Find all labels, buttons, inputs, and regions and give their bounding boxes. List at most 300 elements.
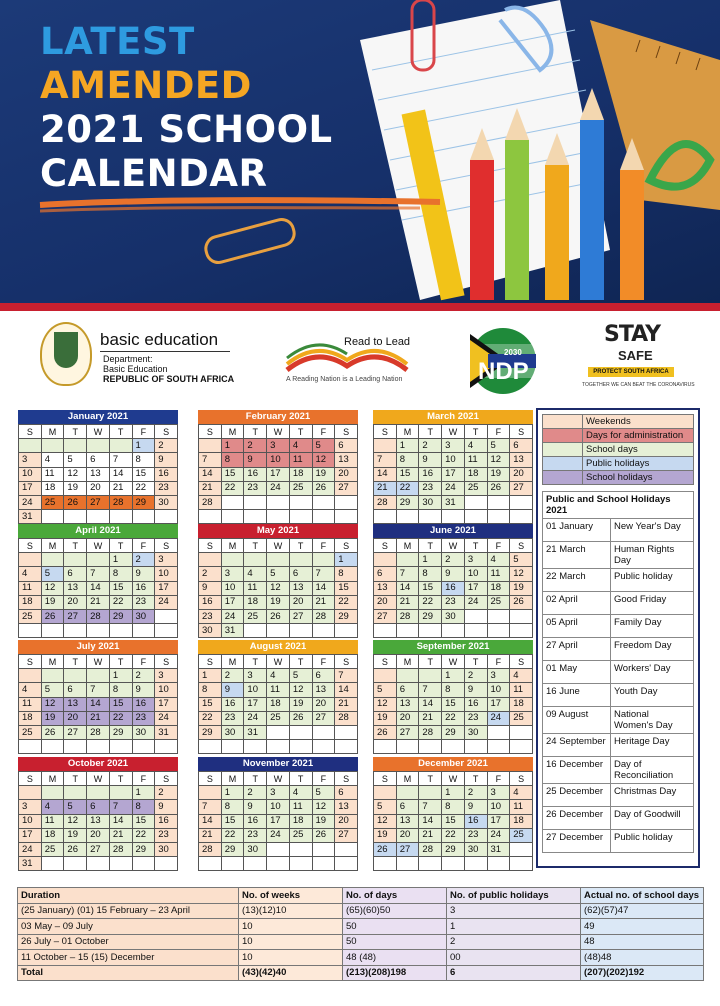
day-cell: 12 [487,453,510,467]
day-cell: 12 [289,683,312,697]
day-cell: 7 [419,800,442,814]
title-line-3: 2021 SCHOOL [40,108,333,151]
day-cell: 9 [244,800,267,814]
summary-cell: 50 [343,934,447,950]
day-cell: 17 [464,581,487,595]
day-cell [419,786,442,800]
day-cell [374,439,397,453]
day-cell [312,740,335,754]
day-header: F [312,539,335,553]
day-cell [374,669,397,683]
legend-swatch [543,471,583,485]
day-cell [244,553,267,567]
holiday-date: 25 December [543,784,611,807]
summary-cell: 10 [239,919,343,935]
day-cell: 6 [87,800,110,814]
summary-cell: 48 [581,934,704,950]
legend-label: Weekends [583,415,694,429]
day-cell [41,669,64,683]
day-cell [464,609,487,623]
day-cell: 19 [312,467,335,481]
day-cell [464,740,487,754]
summary-cell: (65)(60)50 [343,903,447,919]
day-cell: 4 [289,439,312,453]
day-cell: 13 [396,697,419,711]
day-cell: 28 [374,495,397,509]
day-cell: 5 [312,786,335,800]
day-header: S [155,539,178,553]
day-cell: 6 [289,567,312,581]
month-title: September 2021 [373,640,533,654]
day-cell: 7 [87,683,110,697]
day-cell: 21 [87,711,110,725]
day-cell: 10 [155,683,178,697]
day-cell: 5 [41,683,64,697]
day-cell: 27 [64,609,87,623]
day-cell [87,857,110,871]
day-cell [396,624,419,638]
day-header: T [109,539,132,553]
day-cell [132,740,155,754]
day-header: M [221,772,244,786]
day-cell: 28 [312,609,335,623]
day-header: M [396,425,419,439]
day-header: W [267,425,290,439]
day-cell [487,624,510,638]
day-cell: 27 [396,725,419,739]
month-title: June 2021 [373,524,533,538]
day-cell: 8 [221,800,244,814]
holiday-date: 09 August [543,707,611,734]
summary-cell: (48)48 [581,950,704,966]
day-cell: 9 [132,683,155,697]
day-cell: 20 [87,481,110,495]
day-header: S [374,539,397,553]
day-cell [374,553,397,567]
day-cell: 8 [442,800,465,814]
day-cell: 22 [109,711,132,725]
day-cell [199,439,222,453]
day-cell [64,740,87,754]
day-cell: 7 [312,567,335,581]
day-cell: 28 [109,842,132,856]
day-cell: 16 [132,697,155,711]
day-cell [374,510,397,524]
day-cell [221,553,244,567]
day-header: F [312,425,335,439]
day-cell [289,495,312,509]
day-cell: 26 [312,481,335,495]
month-calendar [18,410,178,524]
day-cell [374,740,397,754]
day-header: S [510,772,533,786]
day-header: T [64,655,87,669]
day-cell [335,510,358,524]
day-cell: 30 [155,842,178,856]
day-cell: 1 [442,786,465,800]
day-cell [487,857,510,871]
day-cell: 13 [64,581,87,595]
day-cell: 6 [64,567,87,581]
day-cell: 17 [19,481,42,495]
day-cell: 22 [221,481,244,495]
day-cell: 12 [267,581,290,595]
day-cell [19,786,42,800]
day-cell [442,510,465,524]
day-cell: 17 [155,581,178,595]
day-cell [396,857,419,871]
month-title: July 2021 [18,640,178,654]
day-cell: 4 [510,669,533,683]
day-cell: 13 [289,581,312,595]
day-cell: 6 [396,683,419,697]
day-cell [41,439,64,453]
day-cell [41,857,64,871]
day-header: S [199,772,222,786]
day-cell [312,842,335,856]
day-header: M [396,539,419,553]
day-cell: 21 [396,595,419,609]
day-cell: 16 [442,581,465,595]
day-cell: 14 [374,467,397,481]
day-cell: 17 [442,467,465,481]
day-cell: 28 [87,725,110,739]
day-cell: 19 [487,467,510,481]
day-cell: 24 [19,495,42,509]
day-cell [419,669,442,683]
day-cell: 18 [267,697,290,711]
day-cell: 5 [64,453,87,467]
day-cell: 29 [109,609,132,623]
day-cell: 27 [87,842,110,856]
summary-cell: 10 [239,950,343,966]
summary-cell: 50 [343,919,447,935]
day-cell: 27 [289,609,312,623]
holiday-name: Human Rights Day [611,542,694,569]
day-header: T [419,655,442,669]
day-cell: 24 [155,711,178,725]
day-cell: 26 [374,842,397,856]
day-cell: 22 [132,828,155,842]
day-cell: 9 [442,567,465,581]
day-cell: 16 [464,814,487,828]
holiday-name: New Year's Day [611,519,694,542]
day-cell: 15 [442,814,465,828]
day-cell: 11 [41,814,64,828]
month-calendar [373,410,533,524]
day-cell [109,510,132,524]
day-cell [267,553,290,567]
legend-label: Public holidays [583,457,694,471]
day-cell: 23 [132,711,155,725]
day-header: T [419,539,442,553]
day-header: S [199,539,222,553]
day-cell: 30 [464,842,487,856]
day-cell: 23 [155,828,178,842]
day-cell: 25 [267,711,290,725]
legend-swatch [543,443,583,457]
day-cell [464,624,487,638]
day-header: W [87,655,110,669]
day-header: F [132,539,155,553]
day-cell: 22 [335,595,358,609]
day-cell: 22 [199,711,222,725]
day-cell [335,842,358,856]
day-cell [312,553,335,567]
coat-of-arms-icon [40,322,92,386]
day-cell [41,786,64,800]
day-cell: 7 [199,453,222,467]
holiday-name: Freedom Day [611,638,694,661]
legend-label: School holidays [583,471,694,485]
day-header: S [510,425,533,439]
day-cell: 15 [109,697,132,711]
holiday-date: 27 December [543,830,611,853]
day-cell [244,495,267,509]
day-header: T [464,539,487,553]
day-cell: 29 [419,609,442,623]
summary-table [17,887,704,981]
day-cell [312,495,335,509]
day-cell: 18 [464,467,487,481]
day-cell [442,624,465,638]
day-cell [87,786,110,800]
day-cell: 29 [199,725,222,739]
month-title: October 2021 [18,757,178,771]
day-cell: 27 [87,495,110,509]
day-cell: 23 [221,711,244,725]
day-cell: 10 [19,467,42,481]
day-cell [19,439,42,453]
day-cell: 15 [442,697,465,711]
day-cell [267,624,290,638]
day-header: W [442,539,465,553]
day-cell: 12 [64,814,87,828]
day-cell: 16 [244,814,267,828]
day-cell [244,740,267,754]
day-cell [41,553,64,567]
holiday-date: 21 March [543,542,611,569]
day-cell [64,669,87,683]
day-cell: 14 [87,581,110,595]
dbe-name: basic education [100,330,219,349]
day-cell: 1 [109,669,132,683]
day-cell: 8 [109,567,132,581]
day-cell: 19 [510,581,533,595]
day-header: W [87,539,110,553]
day-cell: 28 [396,609,419,623]
day-header: M [41,772,64,786]
header-banner [0,0,720,305]
day-cell: 8 [419,567,442,581]
day-cell: 6 [64,683,87,697]
legend-label: Days for administration [583,429,694,443]
day-cell: 30 [221,725,244,739]
holiday-date: 16 June [543,684,611,707]
day-cell: 21 [199,481,222,495]
day-cell: 12 [510,567,533,581]
day-cell [464,510,487,524]
summary-header: No. of weeks [239,888,343,904]
day-cell [199,786,222,800]
day-cell [396,510,419,524]
legend-swatch [543,429,583,443]
day-cell: 30 [442,609,465,623]
day-cell: 5 [487,439,510,453]
day-cell [155,740,178,754]
day-cell: 20 [64,711,87,725]
day-cell: 15 [221,814,244,828]
day-cell: 12 [41,581,64,595]
day-cell: 31 [442,495,465,509]
day-header: F [487,655,510,669]
day-cell [419,740,442,754]
day-header: T [244,539,267,553]
day-cell [267,842,290,856]
day-cell [267,857,290,871]
day-cell: 3 [487,786,510,800]
day-cell: 30 [155,495,178,509]
day-cell: 3 [487,669,510,683]
day-cell: 3 [267,439,290,453]
day-header: S [155,772,178,786]
holiday-name: Day of Reconciliation [611,757,694,784]
day-cell [64,786,87,800]
day-cell: 5 [267,567,290,581]
day-cell: 17 [487,697,510,711]
day-header: M [221,655,244,669]
title-line-2: AMENDED [40,64,252,107]
day-cell: 14 [199,814,222,828]
day-cell: 10 [464,567,487,581]
day-header: M [396,655,419,669]
day-header: S [199,655,222,669]
day-cell [19,740,42,754]
day-cell [396,669,419,683]
month-calendar [198,410,358,524]
day-cell: 1 [396,439,419,453]
day-cell: 4 [244,567,267,581]
day-cell [510,495,533,509]
day-cell: 17 [155,697,178,711]
day-cell [335,740,358,754]
day-header: T [64,425,87,439]
day-cell: 23 [464,828,487,842]
day-cell: 12 [312,453,335,467]
day-cell: 16 [221,697,244,711]
day-cell: 17 [221,595,244,609]
day-cell: 24 [221,609,244,623]
month-title: May 2021 [198,524,358,538]
day-cell: 15 [132,814,155,828]
day-cell [64,857,87,871]
day-cell [221,857,244,871]
day-cell: 4 [464,439,487,453]
day-cell: 18 [41,828,64,842]
day-header: S [374,425,397,439]
day-cell: 8 [442,683,465,697]
day-cell: 25 [289,828,312,842]
day-cell: 31 [19,857,42,871]
day-cell [289,725,312,739]
day-cell: 27 [510,481,533,495]
day-cell: 15 [221,467,244,481]
day-cell: 22 [419,595,442,609]
day-cell: 13 [335,800,358,814]
day-cell: 5 [374,683,397,697]
day-cell: 21 [374,481,397,495]
day-cell: 26 [41,725,64,739]
day-cell: 3 [19,800,42,814]
day-header: F [132,772,155,786]
day-cell: 16 [419,467,442,481]
day-cell: 31 [487,842,510,856]
day-header: F [312,655,335,669]
day-cell [510,609,533,623]
day-cell: 13 [64,697,87,711]
day-cell [419,857,442,871]
day-cell: 27 [335,828,358,842]
day-cell: 5 [312,439,335,453]
summary-cell: 26 July – 01 October [18,934,239,950]
day-cell: 23 [244,828,267,842]
day-cell: 13 [510,453,533,467]
day-header: W [442,655,465,669]
day-cell [289,553,312,567]
day-cell [132,857,155,871]
summary-header: No. of public holidays [447,888,581,904]
summary-cell: (207)(202)192 [581,965,704,981]
month-title: December 2021 [373,757,533,771]
day-cell: 15 [335,581,358,595]
day-header: S [335,425,358,439]
day-cell [267,740,290,754]
day-header: T [289,772,312,786]
day-cell [464,495,487,509]
summary-cell: (62)(57)47 [581,903,704,919]
day-cell: 14 [312,581,335,595]
day-cell: 3 [19,453,42,467]
day-cell [19,553,42,567]
month-calendar [18,524,178,638]
day-cell: 19 [41,595,64,609]
summary-cell: (13)(12)10 [239,903,343,919]
day-cell: 9 [464,800,487,814]
month-calendar [18,640,178,754]
day-cell: 1 [221,439,244,453]
stay-safe-tagline: TOGETHER WE CAN BEAT THE CORONAVIRUS [582,382,695,388]
day-cell: 14 [335,683,358,697]
day-cell: 4 [19,683,42,697]
day-header: S [19,539,42,553]
day-cell: 5 [374,800,397,814]
day-cell: 11 [244,581,267,595]
day-cell: 25 [289,481,312,495]
day-cell: 10 [244,683,267,697]
day-cell: 19 [374,711,397,725]
day-cell [109,439,132,453]
day-cell: 5 [64,800,87,814]
day-cell: 23 [442,595,465,609]
day-cell: 24 [267,481,290,495]
day-cell [419,510,442,524]
day-cell [244,857,267,871]
day-cell: 1 [109,553,132,567]
day-header: F [487,425,510,439]
day-cell: 15 [109,581,132,595]
day-cell [199,510,222,524]
day-header: T [419,772,442,786]
